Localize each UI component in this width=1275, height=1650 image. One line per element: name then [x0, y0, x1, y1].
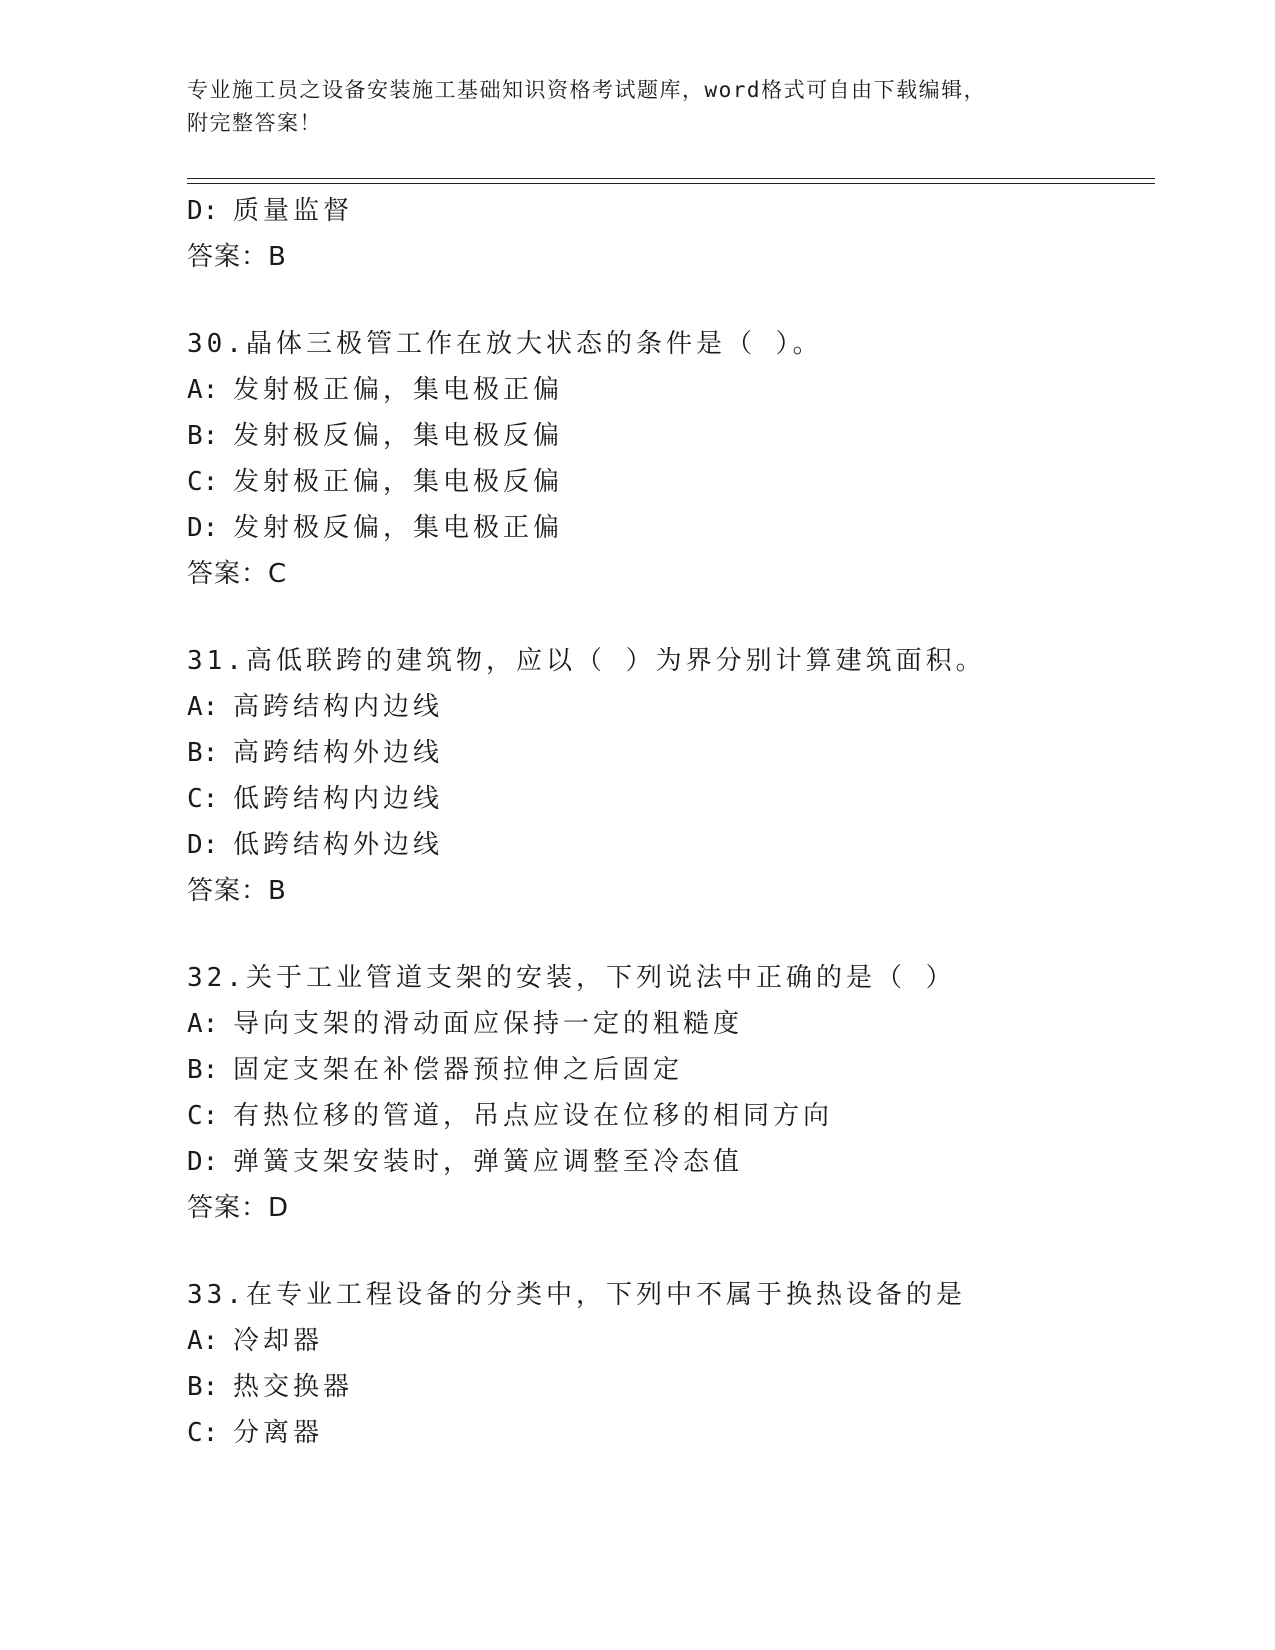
option-label: B: [187, 738, 219, 768]
option-label: C: [187, 1418, 219, 1448]
option-text: 有热位移的管道，吊点应设在位移的相同方向 [233, 1101, 834, 1131]
answer-line: 答案：D [187, 1193, 290, 1223]
spacer [187, 280, 1155, 321]
option-c [187, 1093, 1155, 1139]
answer-line: 答案：B [187, 876, 287, 906]
option-text: 高跨结构内边线 [233, 692, 444, 722]
question-stem: 30.晶体三极管工作在放大状态的条件是（ ）。 [187, 329, 823, 359]
option-label: D: [187, 830, 219, 860]
option-c [187, 1410, 1155, 1456]
header-line-1: 专业施工员之设备安装施工基础知识资格考试题库，word格式可自由下载编辑， [187, 78, 987, 102]
option-text: 低跨结构外边线 [233, 830, 444, 860]
option-text: 固定支架在补偿器预拉伸之后固定 [233, 1055, 684, 1085]
option-text: 分离器 [233, 1418, 324, 1448]
option-text: 发射极反偏，集电极反偏 [233, 421, 564, 451]
option-label: A: [187, 1009, 219, 1039]
question-32 [187, 955, 1155, 1231]
option-label: B: [187, 1372, 219, 1402]
option-d [187, 1139, 1155, 1185]
header-line-2: 附完整答案！ [187, 111, 322, 135]
option-a [187, 1318, 1155, 1364]
question-33 [187, 1272, 1155, 1456]
spacer [187, 597, 1155, 638]
option-a [187, 367, 1155, 413]
question-stem: 31.高低联跨的建筑物，应以（ ）为界分别计算建筑面积。 [187, 646, 986, 676]
option-d [187, 822, 1155, 868]
option-text: 高跨结构外边线 [233, 738, 444, 768]
option-text: 发射极正偏，集电极正偏 [233, 375, 564, 405]
question-stem: 32.关于工业管道支架的安装，下列说法中正确的是（ ） [187, 963, 956, 993]
option-b [187, 730, 1155, 776]
option-a [187, 684, 1155, 730]
carryover-answer: 答案：B [187, 242, 287, 272]
question-30 [187, 321, 1155, 597]
option-c [187, 459, 1155, 505]
question-31 [187, 638, 1155, 914]
option-b [187, 1047, 1155, 1093]
option-text: 冷却器 [233, 1326, 324, 1356]
option-label: D: [187, 1147, 219, 1177]
option-label: B: [187, 421, 219, 451]
option-text: 低跨结构内边线 [233, 784, 444, 814]
option-label: A: [187, 692, 219, 722]
question-list [187, 188, 1155, 1456]
option-b [187, 1364, 1155, 1410]
option-label: D: [187, 513, 219, 543]
option-text: 导向支架的滑动面应保持一定的粗糙度 [233, 1009, 744, 1039]
header-divider-top [187, 178, 1155, 179]
option-text: 发射极反偏，集电极正偏 [233, 513, 564, 543]
spacer [187, 914, 1155, 955]
document-header [187, 74, 1107, 140]
option-d [187, 505, 1155, 551]
option-c [187, 776, 1155, 822]
option-label: C: [187, 784, 219, 814]
option-label: C: [187, 1101, 219, 1131]
option-label: C: [187, 467, 219, 497]
option-text: 热交换器 [233, 1372, 354, 1402]
carryover-option-d [187, 188, 1155, 234]
option-text: 质量监督 [233, 196, 354, 226]
header-divider-bottom [187, 183, 1155, 184]
option-text: 发射极正偏，集电极反偏 [233, 467, 564, 497]
option-b [187, 413, 1155, 459]
option-text: 弹簧支架安装时，弹簧应调整至冷态值 [233, 1147, 744, 1177]
option-label: A: [187, 1326, 219, 1356]
answer-line: 答案：C [187, 559, 288, 589]
option-label: D: [187, 196, 219, 226]
question-stem: 33.在专业工程设备的分类中，下列中不属于换热设备的是 [187, 1280, 966, 1310]
spacer [187, 1231, 1155, 1272]
option-label: A: [187, 375, 219, 405]
option-a [187, 1001, 1155, 1047]
option-label: B: [187, 1055, 219, 1085]
